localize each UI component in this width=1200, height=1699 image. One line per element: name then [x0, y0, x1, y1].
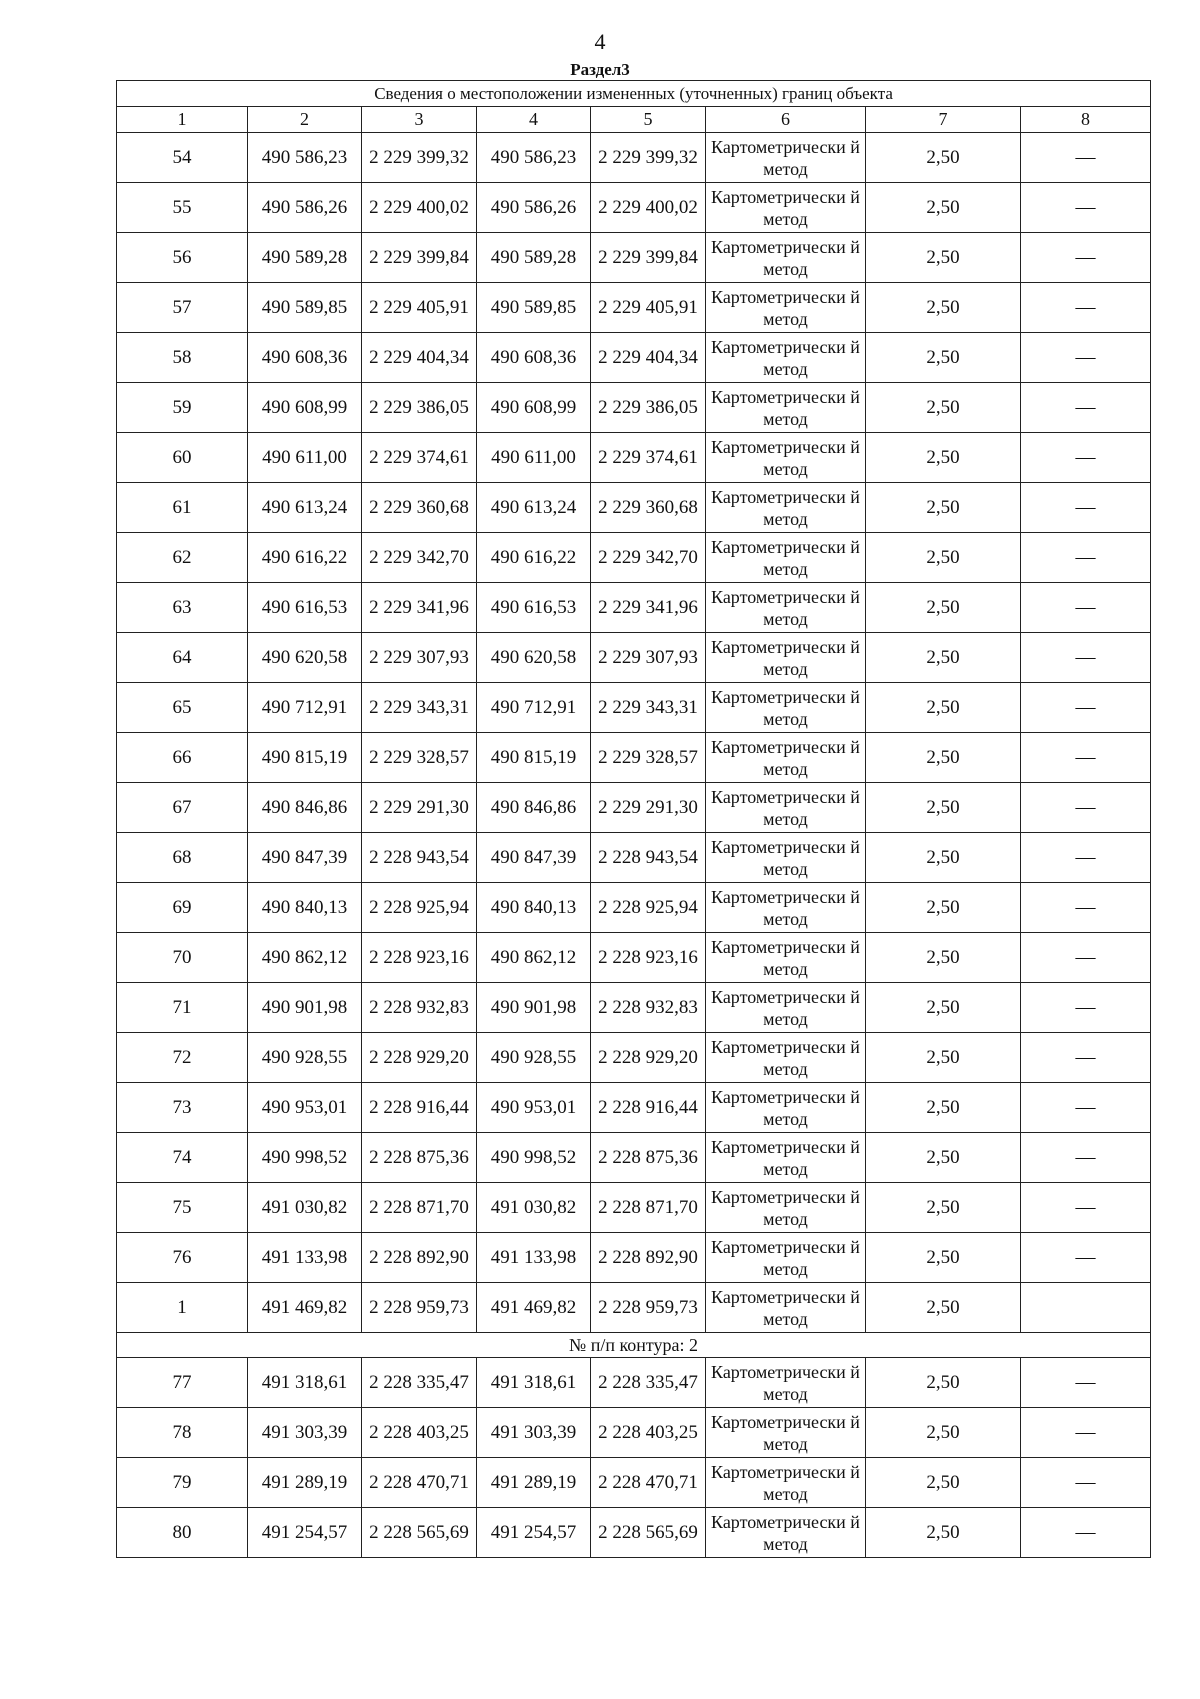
method-cell: Картометрически й метод [706, 1508, 866, 1558]
existing-y: 2 228 925,94 [362, 883, 477, 933]
existing-y: 2 229 328,57 [362, 733, 477, 783]
new-x: 490 815,19 [477, 733, 591, 783]
point-number: 58 [117, 333, 248, 383]
accuracy-cell: 2,50 [866, 1508, 1021, 1558]
table-body [117, 133, 1151, 1558]
accuracy-cell: 2,50 [866, 533, 1021, 583]
new-y: 2 228 943,54 [591, 833, 706, 883]
point-number: 62 [117, 533, 248, 583]
description-cell: — [1021, 933, 1151, 983]
point-number: 1 [117, 1283, 248, 1333]
new-x: 490 840,13 [477, 883, 591, 933]
method-cell: Картометрически й метод [706, 733, 866, 783]
existing-x: 491 318,61 [248, 1358, 362, 1408]
table-row [117, 1083, 1151, 1133]
new-y: 2 229 341,96 [591, 583, 706, 633]
point-number: 65 [117, 683, 248, 733]
existing-x: 490 613,24 [248, 483, 362, 533]
method-cell: Картометрически й метод [706, 1358, 866, 1408]
description-cell: — [1021, 233, 1151, 283]
table-row [117, 833, 1151, 883]
accuracy-cell: 2,50 [866, 1133, 1021, 1183]
method-cell: Картометрически й метод [706, 1133, 866, 1183]
existing-y: 2 229 400,02 [362, 183, 477, 233]
new-y: 2 229 399,84 [591, 233, 706, 283]
new-y: 2 229 343,31 [591, 683, 706, 733]
method-cell: Картометрически й метод [706, 1458, 866, 1508]
existing-x: 490 847,39 [248, 833, 362, 883]
table-row [117, 1183, 1151, 1233]
existing-y: 2 229 374,61 [362, 433, 477, 483]
method-cell: Картометрически й метод [706, 1408, 866, 1458]
new-x: 490 589,85 [477, 283, 591, 333]
table-row [117, 1133, 1151, 1183]
existing-x: 491 289,19 [248, 1458, 362, 1508]
description-cell: — [1021, 633, 1151, 683]
method-cell: Картометрически й метод [706, 1033, 866, 1083]
table-row [117, 1283, 1151, 1333]
accuracy-cell: 2,50 [866, 1358, 1021, 1408]
description-cell: — [1021, 1408, 1151, 1458]
existing-y: 2 228 929,20 [362, 1033, 477, 1083]
section-title: Раздел3 [570, 60, 630, 79]
new-x: 490 928,55 [477, 1033, 591, 1083]
method-cell: Картометрически й метод [706, 883, 866, 933]
existing-y: 2 228 470,71 [362, 1458, 477, 1508]
existing-y: 2 228 943,54 [362, 833, 477, 883]
accuracy-cell: 2,50 [866, 583, 1021, 633]
existing-y: 2 228 335,47 [362, 1358, 477, 1408]
table-row [117, 1408, 1151, 1458]
description-cell: — [1021, 1083, 1151, 1133]
new-x: 490 620,58 [477, 633, 591, 683]
table-row [117, 1358, 1151, 1408]
existing-x: 491 469,82 [248, 1283, 362, 1333]
existing-x: 490 586,26 [248, 183, 362, 233]
existing-y: 2 228 875,36 [362, 1133, 477, 1183]
method-cell: Картометрически й метод [706, 433, 866, 483]
table-row [117, 733, 1151, 783]
accuracy-cell: 2,50 [866, 1458, 1021, 1508]
description-cell: — [1021, 483, 1151, 533]
existing-x: 490 998,52 [248, 1133, 362, 1183]
method-cell: Картометрически й метод [706, 483, 866, 533]
new-x: 490 712,91 [477, 683, 591, 733]
new-y: 2 229 328,57 [591, 733, 706, 783]
description-cell: — [1021, 283, 1151, 333]
point-number: 77 [117, 1358, 248, 1408]
new-x: 490 847,39 [477, 833, 591, 883]
contour-label: № п/п контура: 2 [117, 1333, 1151, 1358]
point-number: 66 [117, 733, 248, 783]
point-number: 71 [117, 983, 248, 1033]
accuracy-cell: 2,50 [866, 783, 1021, 833]
existing-y: 2 229 341,96 [362, 583, 477, 633]
method-cell: Картометрически й метод [706, 633, 866, 683]
table-row [117, 433, 1151, 483]
new-y: 2 228 923,16 [591, 933, 706, 983]
table-row [117, 1233, 1151, 1283]
new-x: 490 901,98 [477, 983, 591, 1033]
new-y: 2 228 565,69 [591, 1508, 706, 1558]
method-cell: Картометрически й метод [706, 1083, 866, 1133]
new-x: 490 586,23 [477, 133, 591, 183]
table-row [117, 483, 1151, 533]
point-number: 54 [117, 133, 248, 183]
accuracy-cell: 2,50 [866, 983, 1021, 1033]
table-row [117, 783, 1151, 833]
new-x: 491 030,82 [477, 1183, 591, 1233]
column-header: 2 [248, 107, 362, 133]
existing-x: 490 611,00 [248, 433, 362, 483]
new-x: 490 998,52 [477, 1133, 591, 1183]
new-x: 490 953,01 [477, 1083, 591, 1133]
method-cell: Картометрически й метод [706, 333, 866, 383]
description-cell: — [1021, 533, 1151, 583]
existing-y: 2 229 404,34 [362, 333, 477, 383]
existing-x: 490 712,91 [248, 683, 362, 733]
description-cell: — [1021, 1183, 1151, 1233]
table-row [117, 283, 1151, 333]
point-number: 69 [117, 883, 248, 933]
table-row [117, 133, 1151, 183]
page-number: 4 [594, 29, 606, 54]
description-cell: — [1021, 183, 1151, 233]
existing-x: 490 928,55 [248, 1033, 362, 1083]
description-cell: — [1021, 1033, 1151, 1083]
existing-y: 2 229 405,91 [362, 283, 477, 333]
method-cell: Картометрически й метод [706, 133, 866, 183]
point-number: 80 [117, 1508, 248, 1558]
new-y: 2 228 892,90 [591, 1233, 706, 1283]
new-y: 2 229 360,68 [591, 483, 706, 533]
point-number: 74 [117, 1133, 248, 1183]
accuracy-cell: 2,50 [866, 733, 1021, 783]
new-y: 2 228 335,47 [591, 1358, 706, 1408]
existing-y: 2 228 916,44 [362, 1083, 477, 1133]
description-cell [1021, 1283, 1151, 1333]
point-number: 64 [117, 633, 248, 683]
existing-x: 490 616,53 [248, 583, 362, 633]
new-x: 491 469,82 [477, 1283, 591, 1333]
new-y: 2 228 932,83 [591, 983, 706, 1033]
method-cell: Картометрически й метод [706, 933, 866, 983]
description-cell: — [1021, 833, 1151, 883]
new-y: 2 229 405,91 [591, 283, 706, 333]
description-cell: — [1021, 433, 1151, 483]
new-x: 490 608,99 [477, 383, 591, 433]
accuracy-cell: 2,50 [866, 1083, 1021, 1133]
column-header: 7 [866, 107, 1021, 133]
new-x: 491 289,19 [477, 1458, 591, 1508]
point-number: 60 [117, 433, 248, 483]
existing-x: 491 303,39 [248, 1408, 362, 1458]
existing-x: 490 589,85 [248, 283, 362, 333]
table-row [117, 583, 1151, 633]
existing-x: 490 586,23 [248, 133, 362, 183]
new-x: 491 133,98 [477, 1233, 591, 1283]
new-x: 491 254,57 [477, 1508, 591, 1558]
table-row [117, 1033, 1151, 1083]
new-y: 2 228 929,20 [591, 1033, 706, 1083]
method-cell: Картометрически й метод [706, 533, 866, 583]
method-cell: Картометрически й метод [706, 1283, 866, 1333]
new-x: 490 846,86 [477, 783, 591, 833]
existing-x: 490 953,01 [248, 1083, 362, 1133]
existing-y: 2 229 399,32 [362, 133, 477, 183]
new-y: 2 229 404,34 [591, 333, 706, 383]
description-cell: — [1021, 883, 1151, 933]
point-number: 56 [117, 233, 248, 283]
description-cell: — [1021, 1133, 1151, 1183]
description-cell: — [1021, 683, 1151, 733]
existing-x: 490 815,19 [248, 733, 362, 783]
existing-y: 2 229 360,68 [362, 483, 477, 533]
new-x: 490 862,12 [477, 933, 591, 983]
table-row [117, 183, 1151, 233]
existing-y: 2 228 892,90 [362, 1233, 477, 1283]
new-y: 2 229 307,93 [591, 633, 706, 683]
new-x: 490 616,22 [477, 533, 591, 583]
new-x: 490 586,26 [477, 183, 591, 233]
table-row [117, 633, 1151, 683]
new-y: 2 229 291,30 [591, 783, 706, 833]
existing-y: 2 229 399,84 [362, 233, 477, 283]
accuracy-cell: 2,50 [866, 1283, 1021, 1333]
point-number: 79 [117, 1458, 248, 1508]
accuracy-cell: 2,50 [866, 683, 1021, 733]
method-cell: Картометрически й метод [706, 233, 866, 283]
accuracy-cell: 2,50 [866, 833, 1021, 883]
accuracy-cell: 2,50 [866, 133, 1021, 183]
existing-x: 491 133,98 [248, 1233, 362, 1283]
accuracy-cell: 2,50 [866, 1183, 1021, 1233]
method-cell: Картометрически й метод [706, 1233, 866, 1283]
table-row [117, 233, 1151, 283]
description-cell: — [1021, 333, 1151, 383]
point-number: 68 [117, 833, 248, 883]
accuracy-cell: 2,50 [866, 633, 1021, 683]
accuracy-cell: 2,50 [866, 333, 1021, 383]
new-y: 2 229 374,61 [591, 433, 706, 483]
table-row [117, 533, 1151, 583]
column-number-row [117, 107, 1151, 133]
accuracy-cell: 2,50 [866, 1408, 1021, 1458]
existing-x: 490 589,28 [248, 233, 362, 283]
method-cell: Картометрически й метод [706, 683, 866, 733]
new-y: 2 228 925,94 [591, 883, 706, 933]
new-y: 2 228 959,73 [591, 1283, 706, 1333]
description-cell: — [1021, 1358, 1151, 1408]
existing-x: 490 620,58 [248, 633, 362, 683]
table-row [117, 1508, 1151, 1558]
new-y: 2 229 342,70 [591, 533, 706, 583]
accuracy-cell: 2,50 [866, 933, 1021, 983]
existing-y: 2 228 959,73 [362, 1283, 477, 1333]
table-row [117, 983, 1151, 1033]
contour-separator-row [117, 1333, 1151, 1358]
point-number: 72 [117, 1033, 248, 1083]
existing-x: 490 862,12 [248, 933, 362, 983]
method-cell: Картометрически й метод [706, 283, 866, 333]
accuracy-cell: 2,50 [866, 433, 1021, 483]
method-cell: Картометрически й метод [706, 583, 866, 633]
existing-y: 2 228 565,69 [362, 1508, 477, 1558]
table-row [117, 333, 1151, 383]
existing-y: 2 229 343,31 [362, 683, 477, 733]
description-cell: — [1021, 1508, 1151, 1558]
point-number: 73 [117, 1083, 248, 1133]
description-cell: — [1021, 1458, 1151, 1508]
new-x: 491 303,39 [477, 1408, 591, 1458]
existing-x: 490 846,86 [248, 783, 362, 833]
existing-y: 2 229 307,93 [362, 633, 477, 683]
description-cell: — [1021, 1233, 1151, 1283]
existing-x: 490 608,99 [248, 383, 362, 433]
method-cell: Картометрически й метод [706, 833, 866, 883]
method-cell: Картометрически й метод [706, 183, 866, 233]
method-cell: Картометрически й метод [706, 1183, 866, 1233]
method-cell: Картометрически й метод [706, 983, 866, 1033]
new-y: 2 229 400,02 [591, 183, 706, 233]
existing-x: 490 901,98 [248, 983, 362, 1033]
new-y: 2 229 386,05 [591, 383, 706, 433]
new-y: 2 229 399,32 [591, 133, 706, 183]
method-cell: Картометрически й метод [706, 383, 866, 433]
point-number: 63 [117, 583, 248, 633]
existing-y: 2 228 932,83 [362, 983, 477, 1033]
new-x: 490 589,28 [477, 233, 591, 283]
point-number: 57 [117, 283, 248, 333]
accuracy-cell: 2,50 [866, 883, 1021, 933]
accuracy-cell: 2,50 [866, 183, 1021, 233]
existing-y: 2 228 403,25 [362, 1408, 477, 1458]
existing-y: 2 229 386,05 [362, 383, 477, 433]
accuracy-cell: 2,50 [866, 1033, 1021, 1083]
table-row [117, 883, 1151, 933]
new-x: 490 613,24 [477, 483, 591, 533]
new-x: 490 611,00 [477, 433, 591, 483]
new-x: 490 608,36 [477, 333, 591, 383]
table-row [117, 1458, 1151, 1508]
table-row [117, 933, 1151, 983]
method-cell: Картометрически й метод [706, 783, 866, 833]
description-cell: — [1021, 783, 1151, 833]
new-y: 2 228 875,36 [591, 1133, 706, 1183]
accuracy-cell: 2,50 [866, 283, 1021, 333]
column-header: 3 [362, 107, 477, 133]
accuracy-cell: 2,50 [866, 233, 1021, 283]
description-cell: — [1021, 133, 1151, 183]
column-header: 1 [117, 107, 248, 133]
column-header: 8 [1021, 107, 1151, 133]
accuracy-cell: 2,50 [866, 1233, 1021, 1283]
point-number: 70 [117, 933, 248, 983]
table-row [117, 383, 1151, 433]
existing-y: 2 228 923,16 [362, 933, 477, 983]
coordinates-table [116, 80, 1151, 1558]
existing-y: 2 229 291,30 [362, 783, 477, 833]
new-x: 491 318,61 [477, 1358, 591, 1408]
description-cell: — [1021, 983, 1151, 1033]
new-y: 2 228 403,25 [591, 1408, 706, 1458]
point-number: 76 [117, 1233, 248, 1283]
existing-y: 2 228 871,70 [362, 1183, 477, 1233]
description-cell: — [1021, 583, 1151, 633]
table-caption: Сведения о местоположении измененных (уточненных) границ объекта [117, 81, 1151, 107]
column-header: 5 [591, 107, 706, 133]
existing-x: 490 608,36 [248, 333, 362, 383]
point-number: 75 [117, 1183, 248, 1233]
existing-x: 491 254,57 [248, 1508, 362, 1558]
new-y: 2 228 871,70 [591, 1183, 706, 1233]
point-number: 55 [117, 183, 248, 233]
accuracy-cell: 2,50 [866, 383, 1021, 433]
table-row [117, 683, 1151, 733]
new-y: 2 228 916,44 [591, 1083, 706, 1133]
accuracy-cell: 2,50 [866, 483, 1021, 533]
point-number: 78 [117, 1408, 248, 1458]
existing-x: 491 030,82 [248, 1183, 362, 1233]
existing-x: 490 840,13 [248, 883, 362, 933]
description-cell: — [1021, 383, 1151, 433]
existing-x: 490 616,22 [248, 533, 362, 583]
column-header: 4 [477, 107, 591, 133]
new-x: 490 616,53 [477, 583, 591, 633]
point-number: 61 [117, 483, 248, 533]
description-cell: — [1021, 733, 1151, 783]
point-number: 67 [117, 783, 248, 833]
column-header: 6 [706, 107, 866, 133]
point-number: 59 [117, 383, 248, 433]
new-y: 2 228 470,71 [591, 1458, 706, 1508]
existing-y: 2 229 342,70 [362, 533, 477, 583]
